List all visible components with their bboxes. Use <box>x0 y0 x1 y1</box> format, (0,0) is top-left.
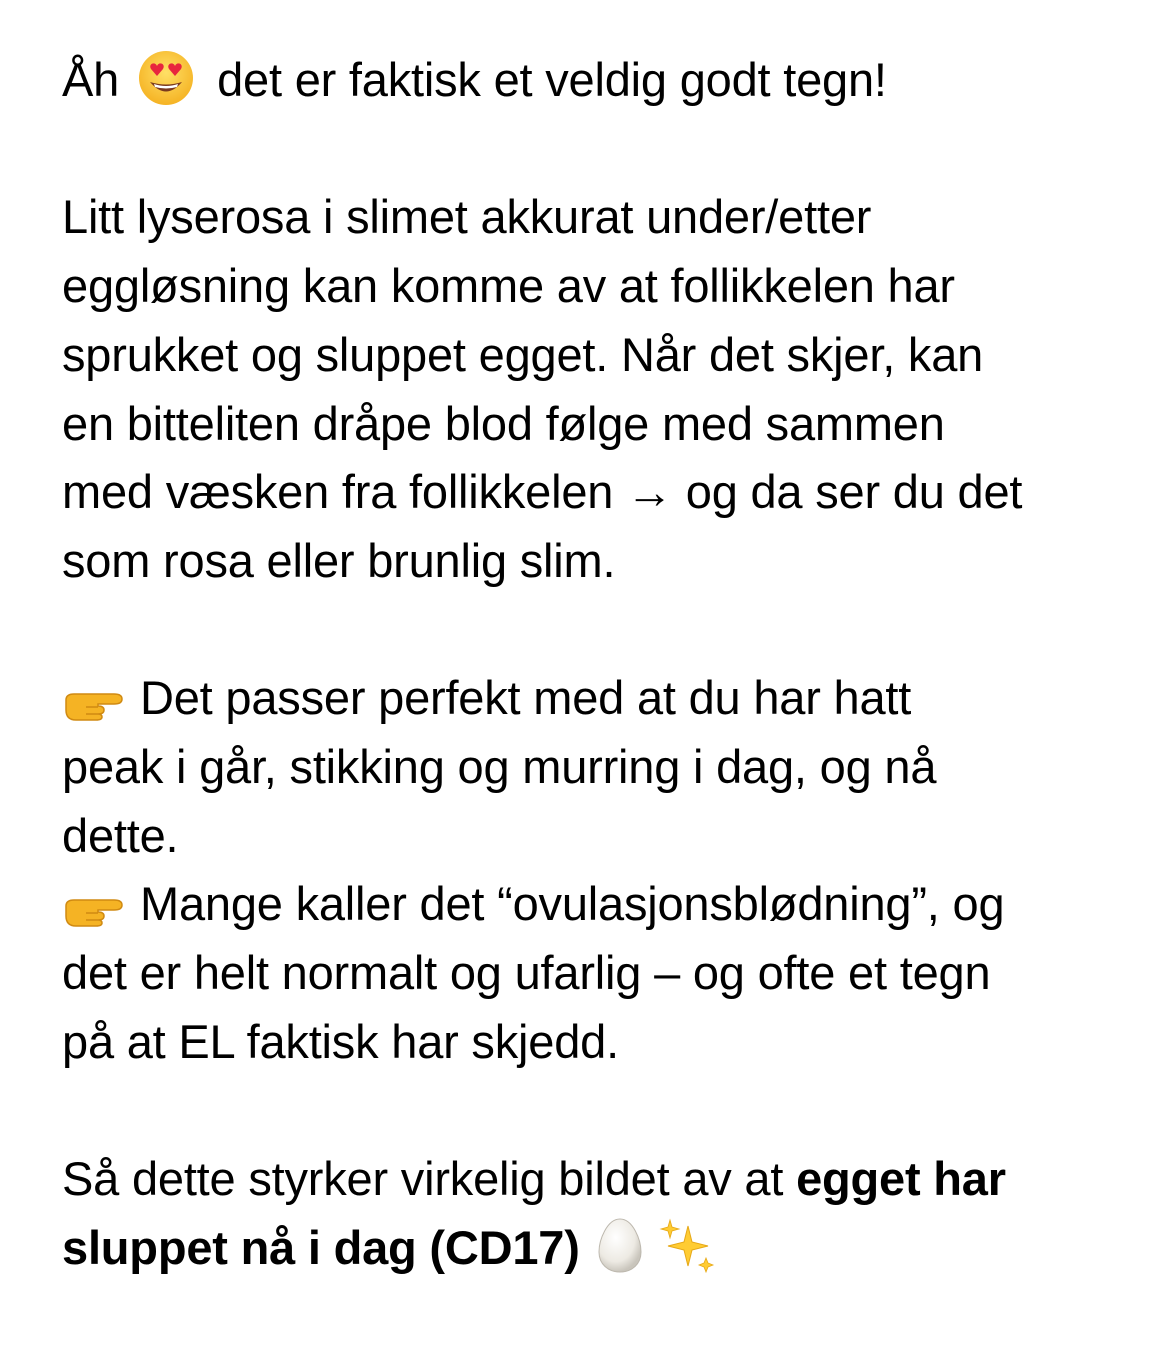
intro-rest: det er faktisk et veldig godt tegn! <box>217 53 887 106</box>
explanation-line-2: eggløsning kan komme av at follikkelen har <box>62 259 955 313</box>
explanation-line-3: sprukket og sluppet egget. Når det skjer, kan <box>62 327 984 381</box>
explanation-paragraph <box>62 183 1142 595</box>
bullet-2-line-1 <box>62 870 1142 939</box>
assistant-message <box>62 46 1142 1283</box>
heart-eyes-emoji-icon <box>137 49 195 107</box>
sparkles-emoji-icon <box>658 1216 716 1274</box>
bullet-1-text-1: Det passer perfekt med at du har hatt <box>140 671 912 725</box>
explanation-line-5b: og da ser du det <box>685 465 1023 519</box>
conclusion-paragraph <box>62 1145 1142 1282</box>
explanation-line-6: som rosa eller brunlig slim. <box>62 533 616 587</box>
bullet-2 <box>62 870 1142 1076</box>
arrow-right-icon: → <box>626 465 673 519</box>
conclusion-line-2 <box>62 1214 1142 1283</box>
conclusion-line-1 <box>62 1145 1142 1214</box>
pointing-right-emoji-icon <box>62 676 126 716</box>
explanation-line-4: en bitteliten dråpe blod følge med sammen <box>62 396 945 450</box>
bullet-2-line-3: på at EL faktisk har skjedd. <box>62 1014 619 1068</box>
pointing-right-emoji-icon <box>62 882 126 922</box>
paragraph-gap <box>62 1077 1142 1146</box>
intro-word: Åh <box>62 53 120 106</box>
intro-paragraph <box>62 46 1142 115</box>
bullet-2-text-1: Mange kaller det “ovulasjonsblødning”, og <box>140 877 1005 931</box>
explanation-line-5a: med væsken fra follikkelen <box>62 465 614 519</box>
bullet-1-line-1 <box>62 664 1142 733</box>
paragraph-gap <box>62 115 1142 184</box>
bullet-1-line-2: peak i går, stikking og murring i dag, og nå <box>62 740 937 793</box>
conclusion-bold-2: sluppet nå i dag (CD17) <box>62 1220 580 1274</box>
bullet-1-line-3: dette. <box>62 808 179 862</box>
conclusion-bold-1: egget har <box>796 1152 1006 1206</box>
conclusion-plain: Så dette styrker virkelig bildet av at <box>62 1152 797 1206</box>
bullet-1 <box>62 664 1142 870</box>
paragraph-gap <box>62 596 1142 665</box>
explanation-line-1: Litt lyserosa i slimet akkurat under/etter <box>62 190 872 244</box>
bullet-2-line-2: det er helt normalt og ufarlig – og ofte et tegn <box>62 946 991 1000</box>
intro-line <box>62 46 1142 115</box>
egg-emoji-icon <box>596 1216 644 1274</box>
explanation-line-5 <box>62 458 1142 527</box>
